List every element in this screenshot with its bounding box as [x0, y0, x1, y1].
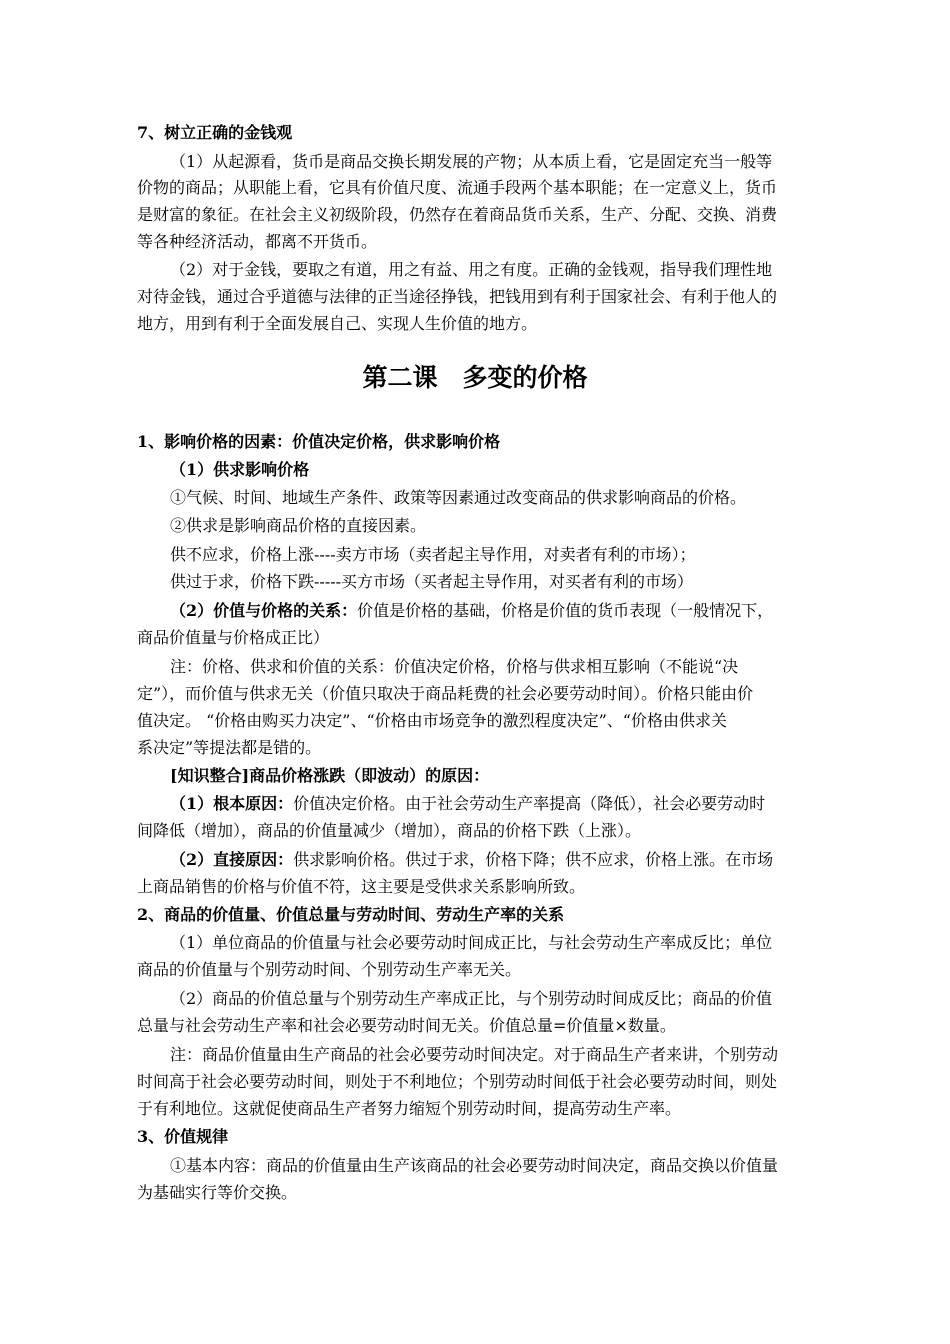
- paragraph-line: 供不应求，价格上涨----卖方市场（卖者起主导作用，对卖者有利的市场）；: [170, 545, 696, 564]
- paragraph-line: 价物的商品；从职能上看，它具有价值尺度、流通手段两个基本职能；在一定意义上，货币: [137, 178, 778, 197]
- section-heading: 1、影响价格的因素：价值决定价格，供求影响价格: [137, 432, 501, 451]
- list-item: ①气候、时间、地域生产条件、政策等因素通过改变商品的供求影响商品的价格。: [170, 488, 747, 507]
- paragraph-line: 总量与社会劳动生产率和社会必要劳动时间无关。价值总量=价值量×数量。: [137, 1016, 676, 1035]
- bold-label: （2）直接原因：: [170, 850, 294, 869]
- note-line: 注：价格、供求和价值的关系：价值决定价格，价格与供求相互影响（不能说“决: [170, 657, 739, 676]
- paragraph-line: 对待金钱，通过合乎道德与法律的正当途径挣钱，把钱用到有利于国家社会、有利于他人的: [137, 287, 778, 306]
- list-item: ①基本内容：商品的价值量由生产该商品的社会必要劳动时间决定，商品交换以价值量: [170, 1156, 779, 1175]
- section-heading: 2、商品的价值量、价值总量与劳动时间、劳动生产率的关系: [137, 905, 565, 924]
- paragraph-line: [170, 794, 765, 814]
- paragraph-line: （1）从起源看，货币是商品交换长期发展的产物；从本质上看，它是固定充当一般等: [170, 152, 773, 171]
- lesson-title: 第二课 多变的价格: [362, 363, 588, 392]
- paragraph-line: 地方，用到有利于全面发展自己、实现人生价值的地方。: [137, 314, 538, 333]
- inline-text: 价值是价格的基础，价格是价值的货币表现（一般情况下，: [357, 601, 774, 620]
- section-heading: 3、价值规律: [137, 1127, 229, 1146]
- note-line: 系决定”等提法都是错的。: [137, 738, 322, 757]
- paragraph-line: [170, 601, 773, 621]
- paragraph-line: 上商品销售的价格与价值不符，这主要是受供求关系影响所致。: [137, 877, 586, 896]
- paragraph-line: （2）商品的价值总量与个别劳动生产率成正比，与个别劳动时间成反比；商品的价值: [170, 989, 773, 1008]
- knowledge-integration-heading: [知识整合]商品价格涨跌（即波动）的原因：: [170, 766, 490, 785]
- list-item: ②供求是影响商品价格的直接因素。: [170, 516, 427, 535]
- note-line: 定”），而价值与供求无关（价值只取决于商品耗费的社会必要劳动时间）。价格只能由价: [137, 684, 754, 703]
- paragraph-line: 供过于求，价格下跌-----买方市场（买者起主导作用，对买者有利的市场）: [170, 572, 694, 591]
- paragraph-line: （1）单位商品的价值量与社会必要劳动时间成正比，与社会劳动生产率成反比；单位: [170, 933, 773, 952]
- bold-label: （1）根本原因：: [170, 794, 294, 813]
- note-line: 时间高于社会必要劳动时间，则处于不利地位；个别劳动时间低于社会必要劳动时间，则处: [137, 1072, 778, 1091]
- list-item: 为基础实行等价交换。: [137, 1183, 298, 1202]
- paragraph-line: 是财富的象征。在社会主义初级阶段，仍然存在着商品货币关系，生产、分配、交换、消费: [137, 205, 778, 224]
- paragraph-line: （2）对于金钱，要取之有道，用之有益、用之有度。正确的金钱观，指导我们理性地: [170, 260, 773, 279]
- paragraph-line: [170, 850, 773, 870]
- inline-text: 供求影响价格。供过于求，价格下降；供不应求，价格上涨。在市场: [293, 850, 774, 869]
- sub-heading: （1）供求影响价格: [170, 460, 310, 479]
- paragraph-line: 商品价值量与价格成正比）: [137, 628, 330, 647]
- note-line: 值决定。 “价格由购买力决定”、“价格由市场竞争的激烈程度决定”、“价格由供求关: [137, 711, 727, 730]
- inline-text: 价值决定价格。由于社会劳动生产率提高（降低），社会必要劳动时: [293, 794, 766, 813]
- paragraph-line: 商品的价值量与个别劳动时间、个别劳动生产率无关。: [137, 960, 522, 979]
- note-line: 于有利地位。这就促使商品生产者努力缩短个别劳动时间，提高劳动生产率。: [137, 1099, 682, 1118]
- paragraph-line: 等各种经济活动，都离不开货币。: [137, 232, 378, 251]
- bold-label: （2）价值与价格的关系：: [170, 601, 358, 620]
- section-heading: 7、树立正确的金钱观: [137, 123, 293, 142]
- note-line: 注：商品价值量由生产商品的社会必要劳动时间决定。对于商品生产者来讲，个别劳动: [170, 1045, 779, 1064]
- paragraph-line: 间降低（增加），商品的价值量减少（增加），商品的价格下跌（上涨）。: [137, 821, 642, 840]
